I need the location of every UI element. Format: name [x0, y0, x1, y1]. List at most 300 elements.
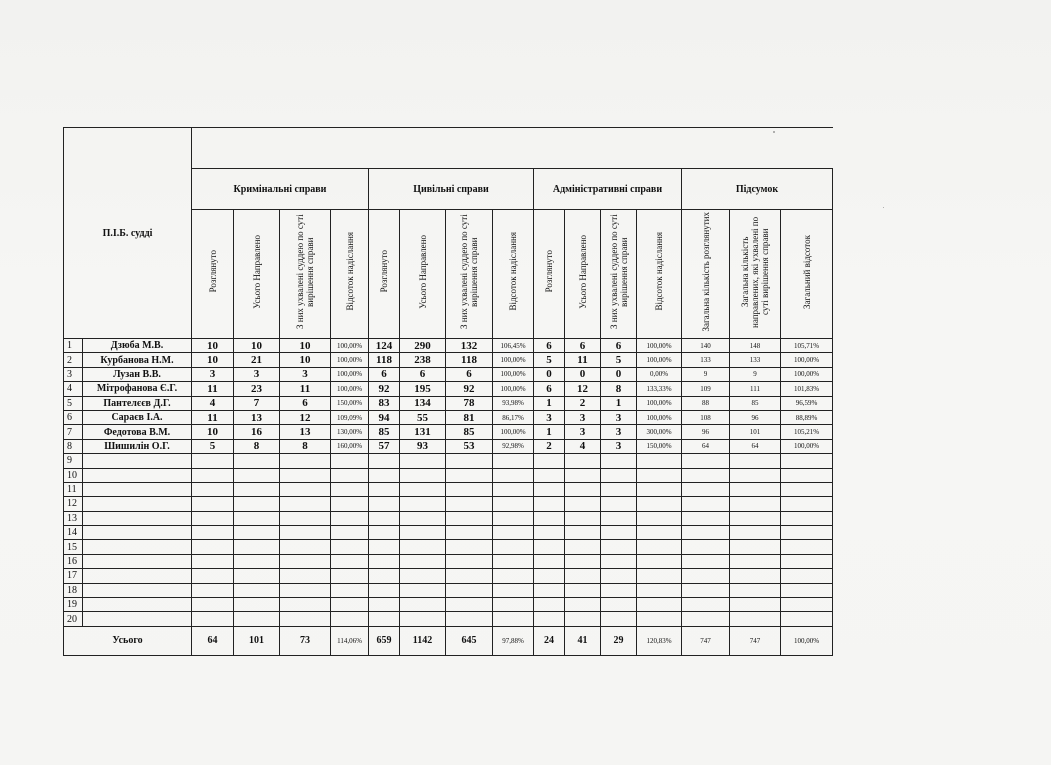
value-cell: 100,00% — [331, 353, 369, 367]
value-cell: 134 — [400, 396, 446, 410]
row-number: 18 — [64, 583, 83, 597]
empty-cell — [565, 569, 601, 583]
empty-cell — [446, 526, 493, 540]
value-cell: 10 — [280, 353, 331, 367]
value-cell: 7 — [234, 396, 280, 410]
value-cell: 100,00% — [493, 425, 534, 439]
empty-cell — [637, 554, 682, 568]
row-number: 5 — [64, 396, 83, 410]
row-number: 1 — [64, 339, 83, 353]
empty-cell — [534, 482, 565, 496]
empty-cell — [565, 454, 601, 468]
col-header-label: Загальний відсоток — [801, 234, 812, 309]
group-administrative: Адміністративні справи — [534, 169, 682, 210]
value-cell: 1 — [534, 425, 565, 439]
value-cell: 100,00% — [331, 367, 369, 381]
empty-cell — [682, 497, 730, 511]
value-cell: 6 — [280, 396, 331, 410]
empty-cell — [192, 583, 234, 597]
empty-cell — [192, 612, 234, 626]
col-header-label: Загальна кількість розглянутих — [700, 211, 711, 332]
value-cell: 100,00% — [493, 353, 534, 367]
empty-cell — [234, 482, 280, 496]
empty-cell — [400, 468, 446, 482]
empty-cell — [637, 598, 682, 612]
empty-cell — [534, 454, 565, 468]
empty-cell — [637, 454, 682, 468]
value-cell: 57 — [369, 439, 400, 453]
value-cell: 3 — [565, 410, 601, 424]
empty-cell — [280, 598, 331, 612]
civil-col-header — [493, 210, 534, 339]
admin-col-header — [637, 210, 682, 339]
col-header-label: Усього Направлено — [251, 234, 262, 309]
empty-cell — [601, 612, 637, 626]
summary-cell: 133 — [682, 353, 730, 367]
empty-cell — [781, 598, 833, 612]
judges-statistics-table — [63, 127, 833, 656]
empty-cell — [234, 454, 280, 468]
empty-cell — [369, 526, 400, 540]
value-cell: 6 — [446, 367, 493, 381]
empty-cell — [234, 598, 280, 612]
empty-cell — [565, 598, 601, 612]
total-value: 29 — [601, 626, 637, 655]
empty-cell — [234, 526, 280, 540]
value-cell: 5 — [192, 439, 234, 453]
value-cell: 2 — [565, 396, 601, 410]
value-cell: 6 — [369, 367, 400, 381]
value-cell: 100,00% — [331, 382, 369, 396]
value-cell: 3 — [192, 367, 234, 381]
col-header-label: Усього Направлено — [577, 234, 588, 309]
empty-cell — [234, 569, 280, 583]
empty-cell — [234, 612, 280, 626]
empty-cell — [331, 497, 369, 511]
empty-cell — [331, 468, 369, 482]
row-number: 8 — [64, 439, 83, 453]
empty-cell — [682, 540, 730, 554]
value-cell: 100,00% — [637, 353, 682, 367]
value-cell: 118 — [446, 353, 493, 367]
empty-cell — [493, 526, 534, 540]
row-number: 15 — [64, 540, 83, 554]
empty-cell — [601, 497, 637, 511]
empty-cell — [83, 612, 192, 626]
value-cell: 4 — [192, 396, 234, 410]
empty-cell — [682, 583, 730, 597]
empty-cell — [493, 454, 534, 468]
empty-cell — [730, 598, 781, 612]
empty-cell — [781, 526, 833, 540]
total-value: 101 — [234, 626, 280, 655]
value-cell: 92,98% — [493, 439, 534, 453]
value-cell: 3 — [601, 425, 637, 439]
value-cell: 195 — [400, 382, 446, 396]
empty-cell — [601, 468, 637, 482]
summary-col-header — [730, 210, 781, 339]
value-cell: 86,17% — [493, 410, 534, 424]
summary-cell: 111 — [730, 382, 781, 396]
summary-cell: 9 — [682, 367, 730, 381]
value-cell: 300,00% — [637, 425, 682, 439]
total-value: 97,88% — [493, 626, 534, 655]
total-row — [64, 626, 833, 655]
empty-cell — [192, 511, 234, 525]
value-cell: 13 — [234, 410, 280, 424]
empty-cell — [601, 540, 637, 554]
col-header-label: Розглянуто — [207, 250, 218, 293]
empty-cell — [369, 540, 400, 554]
value-cell: 133,33% — [637, 382, 682, 396]
value-cell: 94 — [369, 410, 400, 424]
empty-cell — [83, 583, 192, 597]
empty-cell — [730, 569, 781, 583]
summary-cell: 96 — [730, 410, 781, 424]
value-cell: 10 — [192, 339, 234, 353]
admin-col-header — [601, 210, 637, 339]
empty-cell — [400, 526, 446, 540]
total-summary: 747 — [682, 626, 730, 655]
value-cell: 1 — [534, 396, 565, 410]
admin-col-header — [534, 210, 565, 339]
summary-cell: 85 — [730, 396, 781, 410]
judge-name: Дзюба М.В. — [83, 339, 192, 353]
table-row — [64, 382, 833, 396]
table-row-empty — [64, 482, 833, 496]
empty-cell — [331, 540, 369, 554]
value-cell: 11 — [280, 382, 331, 396]
empty-cell — [493, 612, 534, 626]
value-cell: 81 — [446, 410, 493, 424]
empty-cell — [331, 526, 369, 540]
table-row-empty — [64, 497, 833, 511]
value-cell: 100,00% — [493, 382, 534, 396]
empty-cell — [730, 468, 781, 482]
value-cell: 3 — [601, 410, 637, 424]
value-cell: 21 — [234, 353, 280, 367]
empty-cell — [192, 526, 234, 540]
empty-cell — [730, 526, 781, 540]
summary-cell: 64 — [730, 439, 781, 453]
summary-cell: 101,83% — [781, 382, 833, 396]
value-cell: 100,00% — [493, 367, 534, 381]
table-row — [64, 339, 833, 353]
total-summary: 100,00% — [781, 626, 833, 655]
total-label: Усього — [64, 626, 192, 655]
empty-cell — [280, 454, 331, 468]
empty-cell — [781, 569, 833, 583]
empty-cell — [446, 468, 493, 482]
empty-cell — [234, 511, 280, 525]
value-cell: 8 — [280, 439, 331, 453]
empty-cell — [534, 497, 565, 511]
value-cell: 160,00% — [331, 439, 369, 453]
summary-cell: 100,00% — [781, 439, 833, 453]
group-civil: Цивільні справи — [369, 169, 534, 210]
empty-cell — [234, 468, 280, 482]
empty-cell — [601, 598, 637, 612]
empty-cell — [331, 569, 369, 583]
empty-cell — [446, 540, 493, 554]
judge-name: Лузан В.В. — [83, 367, 192, 381]
empty-cell — [781, 497, 833, 511]
value-cell: 10 — [192, 353, 234, 367]
criminal-col-header — [192, 210, 234, 339]
value-cell: 0 — [601, 367, 637, 381]
empty-cell — [83, 482, 192, 496]
empty-cell — [534, 554, 565, 568]
summary-cell: 88 — [682, 396, 730, 410]
admin-col-header — [565, 210, 601, 339]
empty-cell — [280, 526, 331, 540]
empty-cell — [331, 612, 369, 626]
empty-cell — [637, 482, 682, 496]
value-cell: 3 — [280, 367, 331, 381]
value-cell: 53 — [446, 439, 493, 453]
empty-cell — [637, 583, 682, 597]
value-cell: 93,98% — [493, 396, 534, 410]
empty-cell — [83, 497, 192, 511]
empty-cell — [565, 554, 601, 568]
empty-cell — [601, 526, 637, 540]
empty-cell — [83, 526, 192, 540]
empty-cell — [83, 554, 192, 568]
empty-cell — [565, 612, 601, 626]
col-header-label: Відсоток надіслання — [508, 232, 518, 311]
judge-name: Мітрофанова Є.Г. — [83, 382, 192, 396]
empty-cell — [446, 583, 493, 597]
summary-col-header — [781, 210, 833, 339]
table-row — [64, 353, 833, 367]
table-row — [64, 410, 833, 424]
empty-cell — [83, 569, 192, 583]
table-row-empty — [64, 454, 833, 468]
empty-cell — [83, 468, 192, 482]
summary-cell: 100,00% — [781, 367, 833, 381]
judge-name: Шишилін О.Г. — [83, 439, 192, 453]
empty-cell — [234, 540, 280, 554]
empty-cell — [446, 612, 493, 626]
pib-header: П.І.Б. судді — [64, 128, 192, 339]
summary-cell: 133 — [730, 353, 781, 367]
row-number: 14 — [64, 526, 83, 540]
value-cell: 10 — [234, 339, 280, 353]
col-header-label: Загальна кількість направлених, які ухвалені по суті вирішення справи — [740, 215, 770, 328]
judge-name: Сараєв І.А. — [83, 410, 192, 424]
criminal-col-header — [234, 210, 280, 339]
summary-cell: 109 — [682, 382, 730, 396]
row-number: 10 — [64, 468, 83, 482]
empty-cell — [192, 497, 234, 511]
empty-cell — [781, 540, 833, 554]
empty-cell — [682, 482, 730, 496]
value-cell: 5 — [534, 353, 565, 367]
value-cell: 5 — [601, 353, 637, 367]
empty-cell — [493, 511, 534, 525]
empty-cell — [369, 468, 400, 482]
empty-cell — [682, 454, 730, 468]
empty-cell — [280, 497, 331, 511]
empty-cell — [369, 583, 400, 597]
empty-cell — [682, 569, 730, 583]
value-cell: 100,00% — [637, 396, 682, 410]
empty-cell — [83, 540, 192, 554]
empty-cell — [83, 454, 192, 468]
summary-cell: 101 — [730, 425, 781, 439]
empty-cell — [400, 482, 446, 496]
summary-cell: 105,71% — [781, 339, 833, 353]
empty-cell — [331, 598, 369, 612]
value-cell: 12 — [280, 410, 331, 424]
group-summary: Підсумок — [682, 169, 833, 210]
value-cell: 100,00% — [637, 339, 682, 353]
value-cell: 131 — [400, 425, 446, 439]
row-number: 20 — [64, 612, 83, 626]
empty-cell — [446, 554, 493, 568]
value-cell: 3 — [534, 410, 565, 424]
empty-cell — [601, 454, 637, 468]
empty-cell — [446, 454, 493, 468]
row-number: 7 — [64, 425, 83, 439]
empty-cell — [637, 511, 682, 525]
row-number: 3 — [64, 367, 83, 381]
empty-cell — [369, 454, 400, 468]
empty-cell — [446, 497, 493, 511]
empty-cell — [493, 468, 534, 482]
total-summary: 747 — [730, 626, 781, 655]
empty-cell — [601, 569, 637, 583]
value-cell: 16 — [234, 425, 280, 439]
empty-cell — [280, 511, 331, 525]
col-header-label: З них ухвалені суддею по суті вирішення справи — [459, 214, 479, 329]
empty-cell — [565, 540, 601, 554]
table-row — [64, 425, 833, 439]
empty-cell — [534, 511, 565, 525]
empty-cell — [493, 583, 534, 597]
empty-cell — [280, 612, 331, 626]
value-cell: 3 — [565, 425, 601, 439]
empty-cell — [400, 612, 446, 626]
value-cell: 6 — [534, 382, 565, 396]
empty-cell — [730, 511, 781, 525]
empty-cell — [493, 598, 534, 612]
empty-cell — [192, 482, 234, 496]
value-cell: 6 — [601, 339, 637, 353]
criminal-col-header — [280, 210, 331, 339]
empty-cell — [493, 569, 534, 583]
value-cell: 83 — [369, 396, 400, 410]
table-row-empty — [64, 569, 833, 583]
table-row-empty — [64, 526, 833, 540]
summary-cell: 96 — [682, 425, 730, 439]
empty-cell — [730, 554, 781, 568]
empty-cell — [400, 497, 446, 511]
value-cell: 3 — [601, 439, 637, 453]
value-cell: 13 — [280, 425, 331, 439]
value-cell: 3 — [234, 367, 280, 381]
empty-cell — [192, 554, 234, 568]
empty-cell — [234, 497, 280, 511]
empty-cell — [601, 482, 637, 496]
row-number: 4 — [64, 382, 83, 396]
total-value: 1142 — [400, 626, 446, 655]
empty-cell — [280, 540, 331, 554]
value-cell: 78 — [446, 396, 493, 410]
empty-cell — [781, 482, 833, 496]
value-cell: 118 — [369, 353, 400, 367]
empty-cell — [601, 511, 637, 525]
total-value: 659 — [369, 626, 400, 655]
value-cell: 100,00% — [637, 410, 682, 424]
table-row-empty — [64, 598, 833, 612]
empty-cell — [280, 569, 331, 583]
empty-cell — [192, 569, 234, 583]
row-number: 11 — [64, 482, 83, 496]
judge-name: Федотова В.М. — [83, 425, 192, 439]
table-row — [64, 439, 833, 453]
empty-cell — [637, 612, 682, 626]
empty-cell — [682, 526, 730, 540]
empty-cell — [192, 454, 234, 468]
summary-cell: 140 — [682, 339, 730, 353]
value-cell: 0,00% — [637, 367, 682, 381]
empty-cell — [446, 598, 493, 612]
empty-cell — [565, 511, 601, 525]
table-row — [64, 396, 833, 410]
empty-cell — [400, 554, 446, 568]
empty-cell — [534, 583, 565, 597]
empty-cell — [730, 497, 781, 511]
table-row — [64, 367, 833, 381]
empty-cell — [730, 612, 781, 626]
value-cell: 8 — [601, 382, 637, 396]
summary-col-header — [682, 210, 730, 339]
scan-speck — [883, 207, 884, 208]
summary-cell: 148 — [730, 339, 781, 353]
row-number: 17 — [64, 569, 83, 583]
empty-cell — [730, 454, 781, 468]
value-cell: 100,00% — [331, 339, 369, 353]
empty-cell — [534, 526, 565, 540]
empty-cell — [331, 583, 369, 597]
empty-cell — [534, 540, 565, 554]
value-cell: 92 — [369, 382, 400, 396]
judge-name: Пантелєєв Д.Г. — [83, 396, 192, 410]
empty-cell — [682, 554, 730, 568]
col-header-label: Розглянуто — [544, 250, 554, 293]
empty-cell — [637, 569, 682, 583]
total-value: 120,83% — [637, 626, 682, 655]
empty-cell — [730, 583, 781, 597]
civil-col-header — [400, 210, 446, 339]
value-cell: 150,00% — [637, 439, 682, 453]
value-cell: 132 — [446, 339, 493, 353]
empty-cell — [781, 612, 833, 626]
group-criminal: Кримінальні справи — [192, 169, 369, 210]
empty-cell — [234, 583, 280, 597]
empty-cell — [730, 482, 781, 496]
empty-cell — [369, 612, 400, 626]
empty-cell — [534, 612, 565, 626]
table-row-empty — [64, 583, 833, 597]
table-row-empty — [64, 540, 833, 554]
empty-cell — [369, 569, 400, 583]
empty-cell — [400, 454, 446, 468]
value-cell: 93 — [400, 439, 446, 453]
empty-cell — [400, 598, 446, 612]
summary-cell: 64 — [682, 439, 730, 453]
